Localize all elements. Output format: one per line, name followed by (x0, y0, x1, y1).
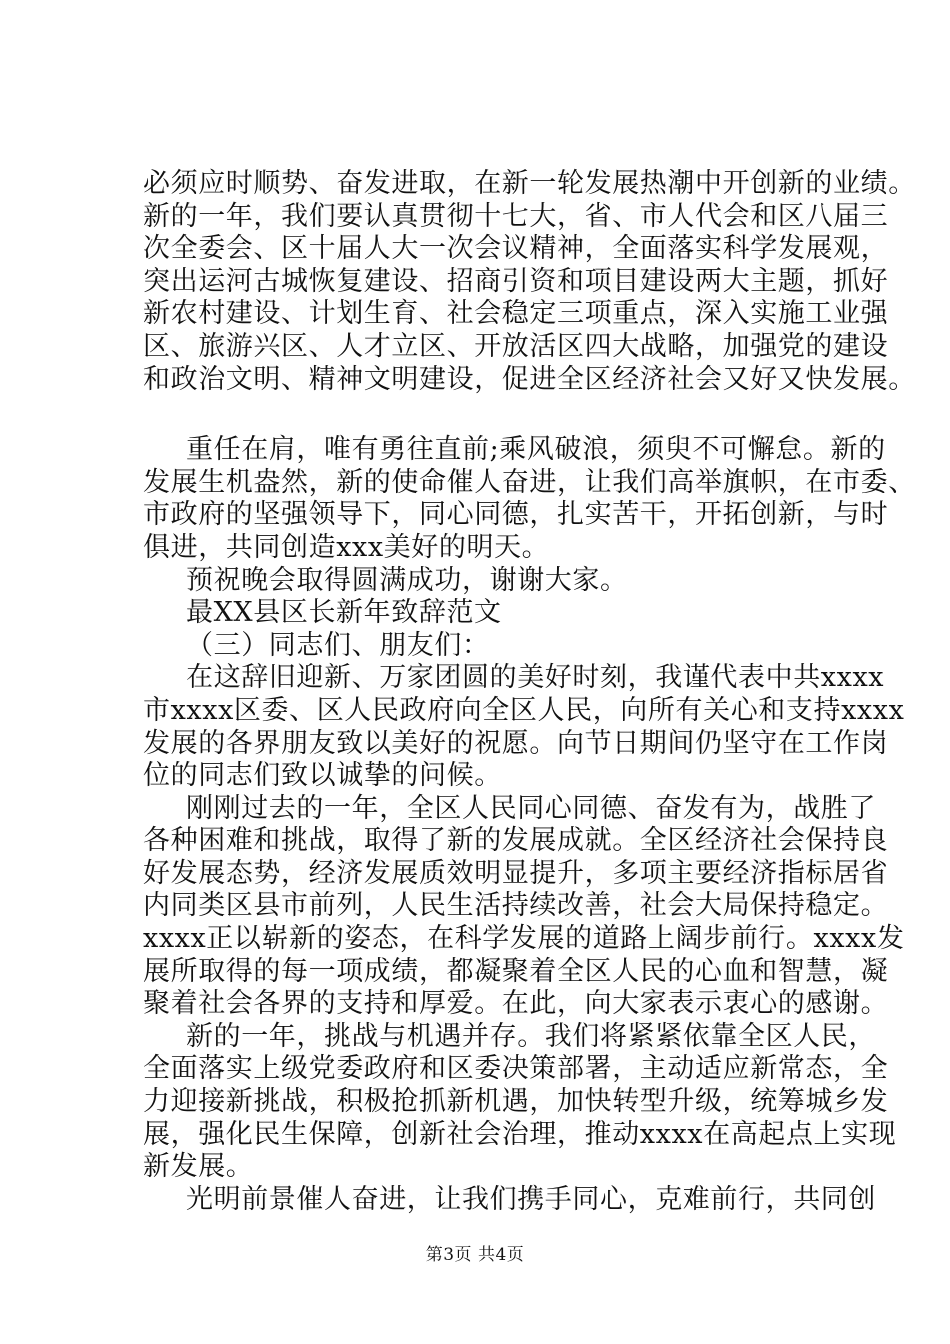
text-line: 各种困难和挑战，取得了新的发展成就。全区经济社会保持良 (143, 825, 889, 857)
text-line: 和政治文明、精神文明建设，促进全区经济社会又好又快发展。 (143, 363, 916, 395)
document-body (143, 168, 916, 1216)
text-line: 展所取得的每一项成绩，都凝聚着全区人民的心血和智慧，凝 (143, 955, 889, 987)
text-line: 在这辞旧迎新、万家团圆的美好时刻，我谨代表中共xxxx (186, 662, 885, 694)
text-line: 市xxxx区委、区人民政府向全区人民，向所有关心和支持xxxx (143, 694, 905, 726)
text-line: 展，强化民生保障，创新社会治理，推动xxxx在高起点上实现 (143, 1118, 897, 1150)
text-line: 次全委会、区十届人大一次会议精神，全面落实科学发展观， (143, 233, 889, 265)
text-line: 突出运河古城恢复建设、招商引资和项目建设两大主题，抓好 (143, 265, 889, 297)
text-line: 发展生机盎然，新的使命催人奋进，让我们高举旗帜，在市委、 (143, 466, 916, 498)
text-line: 光明前景催人奋进，让我们携手同心，克难前行，共同创 (186, 1183, 876, 1215)
text-line: 区、旅游兴区、人才立区、开放活区四大战略，加强党的建设 (143, 330, 889, 362)
paragraph-gap (143, 396, 843, 434)
text-line: 重任在肩，唯有勇往直前;乘风破浪，须臾不可懈怠。新的 (186, 434, 886, 466)
text-line: 市政府的坚强领导下，同心同德，扎实苦干，开拓创新，与时 (143, 499, 889, 531)
text-line: 新的一年，我们要认真贯彻十七大，省、市人代会和区八届三 (143, 200, 889, 232)
page-number: 第3页 共4页 (425, 1245, 525, 1265)
text-line: 必须应时顺势、奋发进取，在新一轮发展热潮中开创新的业绩。 (143, 168, 916, 199)
text-line: 好发展态势，经济发展质效明显提升，多项主要经济指标居省 (143, 857, 889, 889)
section-title: 最XX县区长新年致辞范文 (186, 597, 502, 629)
text-line: 聚着社会各界的支持和厚爱。在此，向大家表示衷心的感谢。 (143, 988, 889, 1020)
salutation: （三）同志们、朋友们： (186, 629, 490, 661)
text-line: 新的一年，挑战与机遇并存。我们将紧紧依靠全区人民， (186, 1020, 876, 1052)
text-line: 全面落实上级党委政府和区委决策部署，主动适应新常态，全 (143, 1053, 889, 1085)
text-line: 预祝晚会取得圆满成功，谢谢大家。 (186, 564, 628, 596)
text-line: 新发展。 (143, 1151, 254, 1183)
text-line: 发展的各界朋友致以美好的祝愿。向节日期间仍坚守在工作岗 (143, 727, 889, 759)
text-line: 俱进，共同创造xxx美好的明天。 (143, 531, 550, 563)
text-line: 新农村建设、计划生育、社会稳定三项重点，深入实施工业强 (143, 298, 889, 330)
text-line: 力迎接新挑战，积极抢抓新机遇，加快转型升级，统筹城乡发 (143, 1086, 889, 1118)
text-line: 位的同志们致以诚挚的问候。 (143, 760, 502, 792)
text-line: 内同类区县市前列，人民生活持续改善，社会大局保持稳定。 (143, 890, 889, 922)
text-line: 刚刚过去的一年，全区人民同心同德、奋发有为，战胜了 (186, 792, 876, 824)
text-line: xxxx正以崭新的姿态，在科学发展的道路上阔步前行。xxxx发 (143, 923, 905, 955)
